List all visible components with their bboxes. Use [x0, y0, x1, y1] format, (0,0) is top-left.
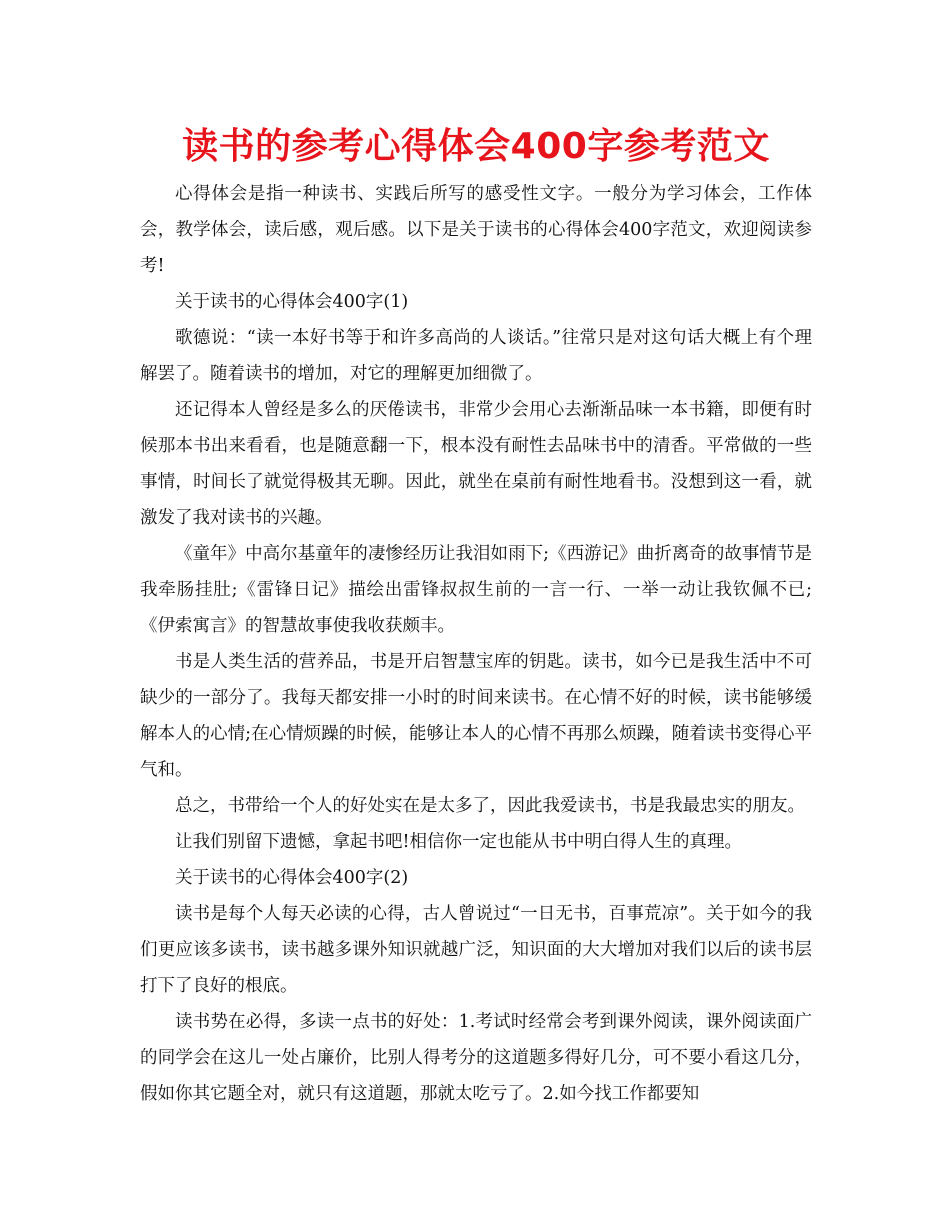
paragraph-daily-reading: 读书是每个人每天必读的心得，古人曾说过“一日无书，百事荒凉”。关于如今的我们更应该多读书，读书越多课外知识就越广泛，知识面的大大增加对我们以后的读书层打下了良好的根底。: [140, 904, 812, 996]
paragraph-book-value: 书是人类生活的营养品，书是开启智慧宝库的钥匙。读书，如今已是我生活中不可缺少的一部分了。我每天都安排一小时的时间来读书。在心情不好的时候，读书能够缓解本人的心情;在心情烦躁的时候，能够让本人的心情不再那么烦躁，随着读书变得心平气和。: [140, 652, 812, 780]
section-heading-2: 关于读书的心得体会400字(2): [175, 868, 409, 888]
section-heading-1: 关于读书的心得体会400字(1): [175, 292, 409, 312]
document-title: 读书的参考心得体会400字参考范文: [182, 126, 770, 167]
paragraph-reading-benefits: 读书势在必得，多读一点书的好处：1.考试时经常会考到课外阅读，课外阅读面广的同学会在这儿一处占廉价，比别人得考分的这道题多得好几分，可不要小看这几分，假如你其它题全对，就只有这道题，那就太吃亏了。2.如今找工作都要知: [140, 1012, 812, 1104]
paragraph-conclusion: 总之，书带给一个人的好处实在是太多了，因此我爱读书，书是我最忠实的朋友。: [175, 796, 805, 816]
document-page: [140, 120, 812, 1112]
paragraph-book-list: 《童年》中高尔基童年的凄惨经历让我泪如雨下;《西游记》曲折离奇的故事情节是我牵肠挂肚;《雷锋日记》描绘出雷锋叔叔生前的一言一行、一举一动让我钦佩不已;《伊索寓言》的智慧故事使我收获颇丰。: [140, 544, 812, 636]
paragraph-reading-memory: 还记得本人曾经是多么的厌倦读书，非常少会用心去渐渐品味一本书籍，即便有时候那本书出来看看，也是随意翻一下，根本没有耐性去品味书中的清香。平常做的一些事情，时间长了就觉得极其无聊。因此，就坐在桌前有耐性地看书。没想到这一看，就激发了我对读书的兴趣。: [140, 400, 812, 528]
paragraph-goethe-quote: 歌德说：“读一本好书等于和许多高尚的人谈话。”往常只是对这句话大概上有个理解罢了。随着读书的增加，对它的理解更加细微了。: [140, 328, 812, 384]
paragraph-call-to-read: 让我们别留下遗憾，拿起书吧!相信你一定也能从书中明白得人生的真理。: [175, 832, 743, 852]
paragraph-intro: 心得体会是指一种读书、实践后所写的感受性文字。一般分为学习体会，工作体会，教学体会，读后感，观后感。以下是关于读书的心得体会400字范文，欢迎阅读参考!: [140, 184, 812, 276]
